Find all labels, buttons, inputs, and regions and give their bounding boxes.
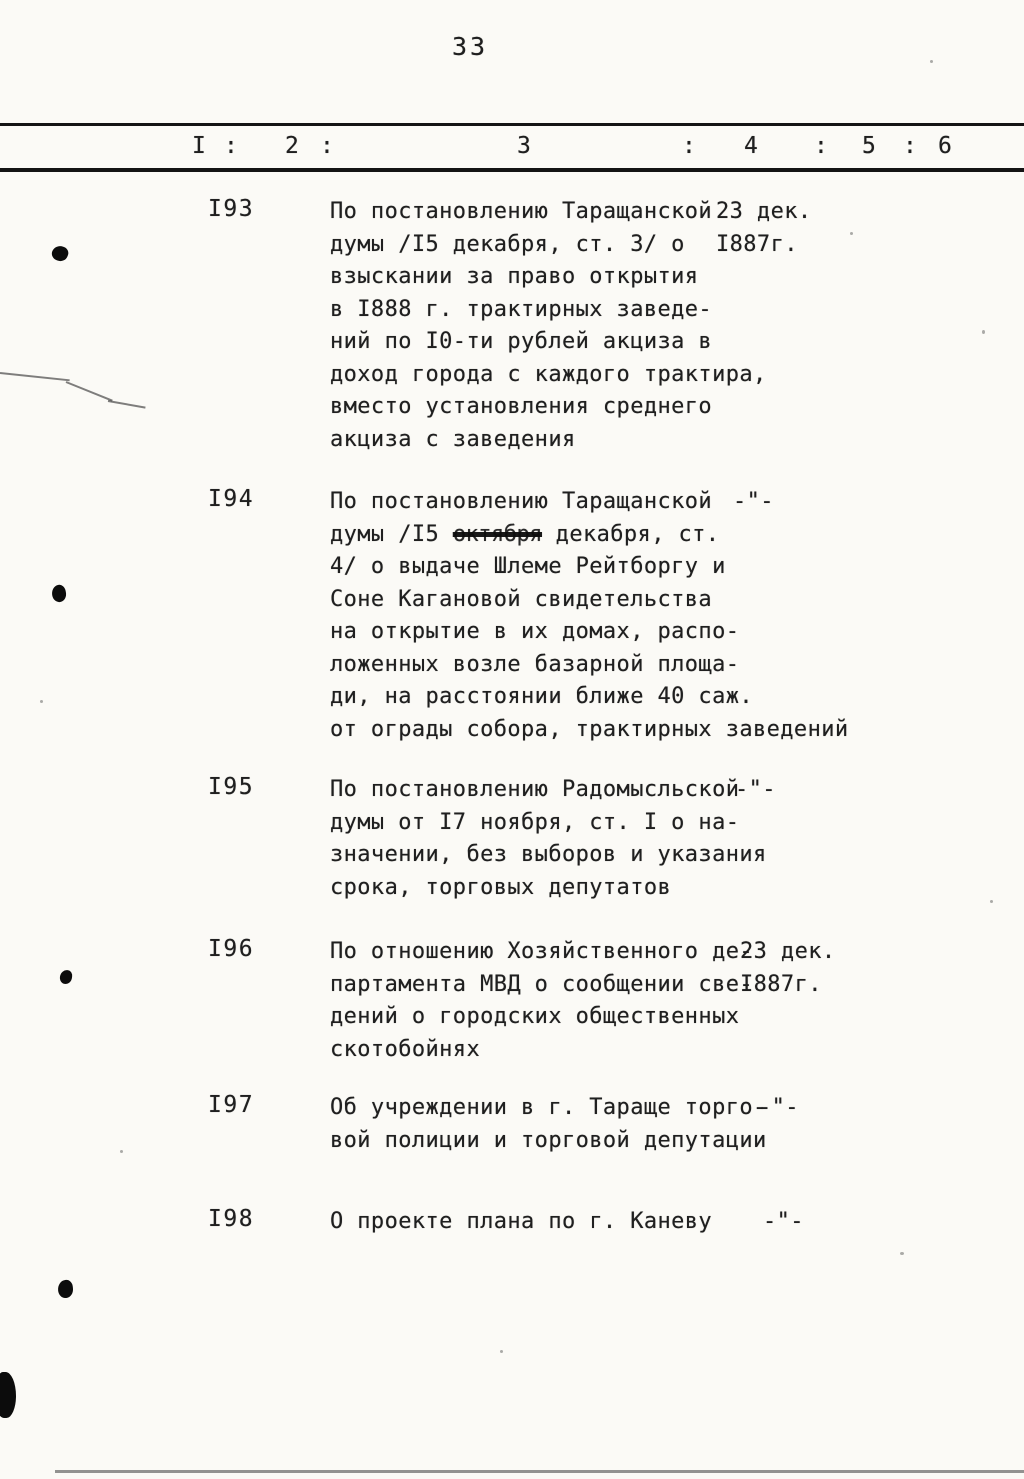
entry-date-column (740, 936, 900, 1001)
ink-speck (930, 60, 933, 63)
entry-line: По постановлению Таращанской (330, 199, 713, 224)
column-header: : (814, 133, 829, 159)
ink-speck (0, 1372, 16, 1418)
entry-line: 4/ о выдаче Шлеме Рейтборгу и (330, 554, 726, 579)
entry-date: 23 дек. (716, 199, 812, 224)
entry-number: I97 (208, 1092, 255, 1118)
scan-crack (0, 372, 70, 381)
entry-line: вместо установления среднего (330, 394, 713, 419)
entry-line: доход города с каждого трактира, (330, 361, 767, 387)
entry-line: акциза с заведения (330, 426, 576, 452)
ink-speck (50, 244, 70, 264)
ink-speck (40, 700, 43, 703)
entry-date: I887г. (740, 971, 822, 997)
entry-line: вой полиции и торговой депутации (330, 1127, 767, 1153)
entry-number: I94 (208, 486, 255, 512)
column-header: : (224, 133, 239, 159)
entry-line: думы /I5 декабря, ст. 3/ о (330, 231, 685, 257)
entry-line: значении, без выборов и указания (330, 842, 767, 867)
table-top-rule (0, 123, 1024, 126)
entry-line: Соне Кагановой свидетельства (330, 586, 713, 612)
ink-speck (982, 330, 985, 334)
entry-date: I887г. (716, 231, 798, 257)
entry-line: от ограды собора, трактирных заведений (330, 716, 849, 742)
ink-speck (900, 1252, 904, 1255)
scan-crack (108, 400, 146, 409)
entry-line: Об учреждении в г. Тараще торго- (330, 1095, 767, 1120)
ink-speck (50, 584, 67, 604)
ink-speck (57, 1279, 74, 1298)
entry-date-column (716, 196, 876, 261)
column-header: 5 (862, 133, 877, 159)
entry-line: срока, торговых депутатов (330, 874, 672, 900)
column-header: 2 (285, 133, 300, 159)
entry-date: -"- (733, 489, 774, 514)
ink-speck (500, 1350, 503, 1353)
entry-line: ложенных возле базарной площа- (330, 651, 740, 677)
column-header: I (192, 133, 207, 159)
entry-number: I96 (208, 936, 255, 962)
entry-date-column (763, 1206, 923, 1239)
entry-line: взыскании за право открытия (330, 264, 699, 289)
entry-line: ний по I0-ти рублей акциза в (330, 329, 713, 354)
column-header: 4 (744, 133, 759, 159)
entry-line-text: думы /I5 (330, 521, 453, 547)
entry-date-column (735, 774, 895, 807)
struck-text: октября (452, 521, 543, 547)
entry-line: дений о городских общественных (330, 1004, 740, 1029)
entry-number: I93 (208, 196, 255, 222)
entry-line-text: декабря, ст. (542, 521, 720, 547)
scan-crack (66, 381, 113, 402)
entry-date: -"- (758, 1095, 799, 1120)
table-header-rule (0, 168, 1024, 172)
column-header: : (903, 133, 918, 159)
entry-line: скотобойнях (330, 1036, 481, 1062)
entry-line: на открытие в их домах, распо- (330, 619, 740, 644)
column-header: : (320, 133, 335, 159)
entry-description (330, 486, 875, 746)
entry-date-column (733, 486, 893, 519)
entry-line (330, 519, 875, 552)
entry-date: -"- (735, 777, 776, 802)
entry-line: По отношению Хозяйственного де- (330, 939, 753, 964)
entry-line: думы от I7 ноября, ст. I о на- (330, 809, 740, 835)
ink-speck (850, 232, 853, 235)
entry-date: 23 дек. (740, 939, 836, 964)
entry-line: ди, на расстоянии ближе 40 саж. (330, 684, 753, 709)
column-header: 6 (938, 133, 953, 159)
entry-line: По постановлению Таращанской (330, 489, 713, 514)
entry-line: в I888 г. трактирных заведе- (330, 296, 713, 322)
ink-speck (59, 969, 73, 985)
entry-line: О проекте плана по г. Каневу (330, 1209, 713, 1234)
entry-date-column (758, 1092, 918, 1125)
ink-speck (990, 900, 993, 903)
page-number: 33 (452, 32, 489, 61)
ink-speck (120, 1150, 123, 1153)
entry-line: По постановлению Радомысльской (330, 777, 740, 802)
entry-number: I95 (208, 774, 255, 800)
page-bottom-edge (55, 1470, 1024, 1473)
column-header: : (682, 133, 697, 159)
entry-number: I98 (208, 1206, 255, 1232)
column-header: 3 (517, 133, 532, 159)
entry-date: -"- (763, 1209, 804, 1234)
entry-line: партамента МВД о сообщении све- (330, 971, 753, 997)
